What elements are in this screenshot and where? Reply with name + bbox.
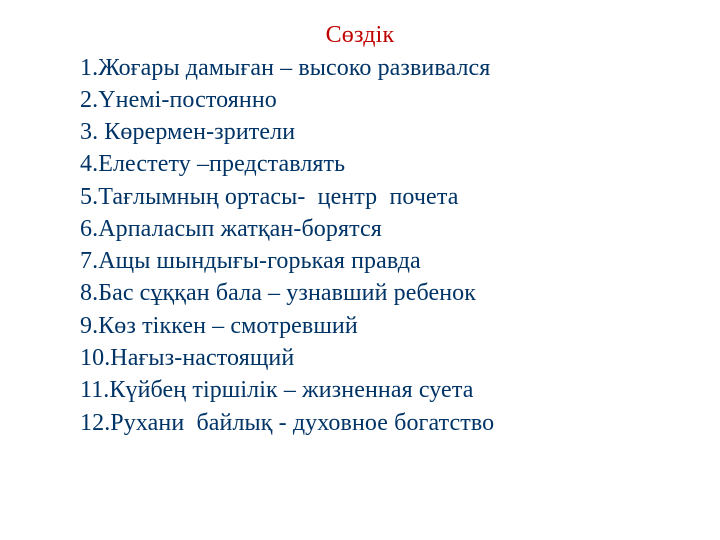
page-title: Сөздік (325, 22, 395, 48)
list-item: 8.Бас сұққан бала – узнавший ребенок (80, 280, 477, 307)
list-item: 2.Үнемі-постоянно (80, 86, 277, 113)
list-item: 6.Арпаласып жатқан-борятся (80, 215, 382, 242)
vocabulary-list (14, 52, 706, 439)
list-item: 1.Жоғары дамыған – высоко развивался (80, 54, 491, 81)
list-item: 9.Көз тіккен – смотревший (80, 312, 358, 339)
list-item: 11.Күйбең тіршілік – жизненная суета (80, 377, 474, 404)
list-item: 4.Елестету –представлять (80, 151, 346, 178)
list-item: 7.Ащы шындығы-горькая правда (80, 248, 421, 275)
list-item: 10.Нағыз-настоящий (80, 344, 295, 371)
list-item: 5.Тағлымның ортасы- центр почета (80, 183, 459, 210)
list-item: 3. Көрермен-зрители (80, 119, 296, 146)
list-item: 12.Рухани байлық - духовное богатство (80, 409, 495, 436)
